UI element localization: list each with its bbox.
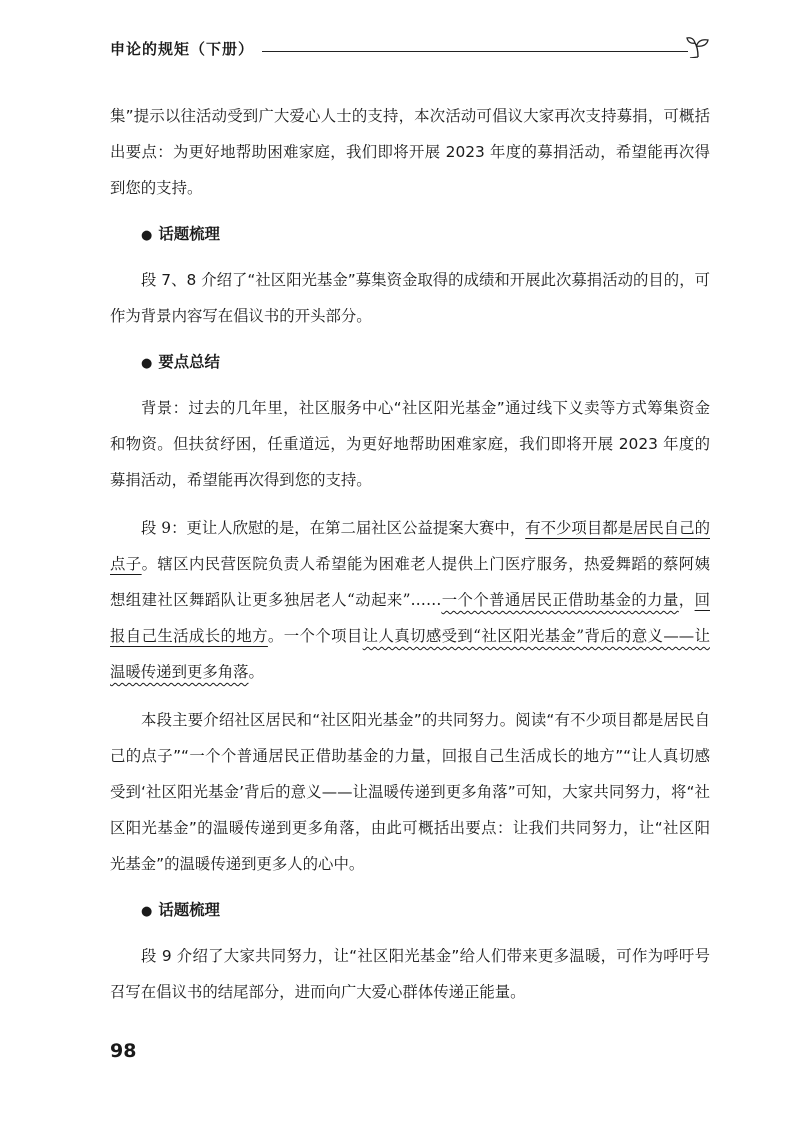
page-content — [110, 98, 710, 1022]
paragraph-analysis: 本段主要介绍社区居民和“社区阳光基金”的共同努力。阅读“有不少项目都是居民自己的点子”“一个个普通居民正借助基金的力量，回报自己生活成长的地方”“让人真切感受到‘社区阳光基金’背后的意义——让温暖传递到更多角落”可知，大家共同努力，将“社区阳光基金”的温暖传递到更多角落，由此可概括出要点：让我们共同努力，让“社区阳光基金”的温暖传递到更多人的心中。 — [110, 711, 710, 873]
excerpt-text: 。一个个项目 — [267, 627, 363, 645]
wavy-underlined-phrase: 一个个普通居民正借助基金的力量 — [441, 591, 679, 609]
paragraph: 段 9 介绍了大家共同努力，让“社区阳光基金”给人们带来更多温暖，可作为呼吁号召写在倡议书的结尾部分，进而向广大爱心群体传递正能量。 — [110, 947, 710, 1001]
section-heading-summary — [110, 346, 710, 380]
section-heading-topic — [110, 894, 710, 928]
underlined-phrase: 回报自己生活成长的地方 — [110, 591, 710, 645]
excerpt-text: 。 — [248, 663, 264, 681]
wavy-underlined-phrase: 让人真切感受到“社区阳光基金”背后的意义——让温暖传递到更多角落 — [110, 627, 710, 681]
bullet-icon: ● — [141, 904, 153, 919]
section-heading-topic — [110, 218, 710, 252]
underlined-phrase: 有不少项目都是居民自己的点子 — [110, 519, 710, 573]
excerpt-text: 。辖区内民营医院负责人希望能为困难老人提供上门医疗服务，热爱舞蹈的蔡阿姨想组建社区舞蹈队让更多独居老人“动起来”…… — [110, 555, 710, 609]
excerpt-text: 段 9：更让人欣慰的是，在第二届社区公益提案大赛中， — [141, 519, 526, 537]
bullet-icon: ● — [141, 356, 153, 371]
sprout-icon — [686, 36, 710, 58]
source-excerpt — [110, 510, 710, 690]
paragraph-continuation: 集”提示以往活动受到广大爱心人士的支持，本次活动可倡议大家再次支持募捐，可概括出要点：为更好地帮助困难家庭，我们即将开展 2023 年度的募捐活动，希望能再次得到您的支持。 — [110, 107, 710, 197]
book-title: 申论的规矩（下册） — [110, 40, 255, 58]
excerpt-text: ， — [678, 591, 695, 609]
bullet-icon: ● — [141, 228, 153, 243]
paragraph-background: 背景：过去的几年里，社区服务中心“社区阳光基金”通过线下义卖等方式筹集资金和物资。但扶贫纾困，任重道远，为更好地帮助困难家庭，我们即将开展 2023 年度的募捐活动，希望能再次得到您的支持。 — [110, 399, 710, 489]
header-rule — [262, 51, 688, 52]
page-number: 98 — [110, 1040, 137, 1062]
running-header — [110, 36, 710, 64]
section-heading-label: 话题梳理 — [158, 901, 220, 919]
paragraph: 段 7、8 介绍了“社区阳光基金”募集资金取得的成绩和开展此次募捐活动的目的，可作为背景内容写在倡议书的开头部分。 — [110, 271, 710, 325]
section-heading-label: 要点总结 — [158, 353, 220, 371]
section-heading-label: 话题梳理 — [158, 225, 220, 243]
